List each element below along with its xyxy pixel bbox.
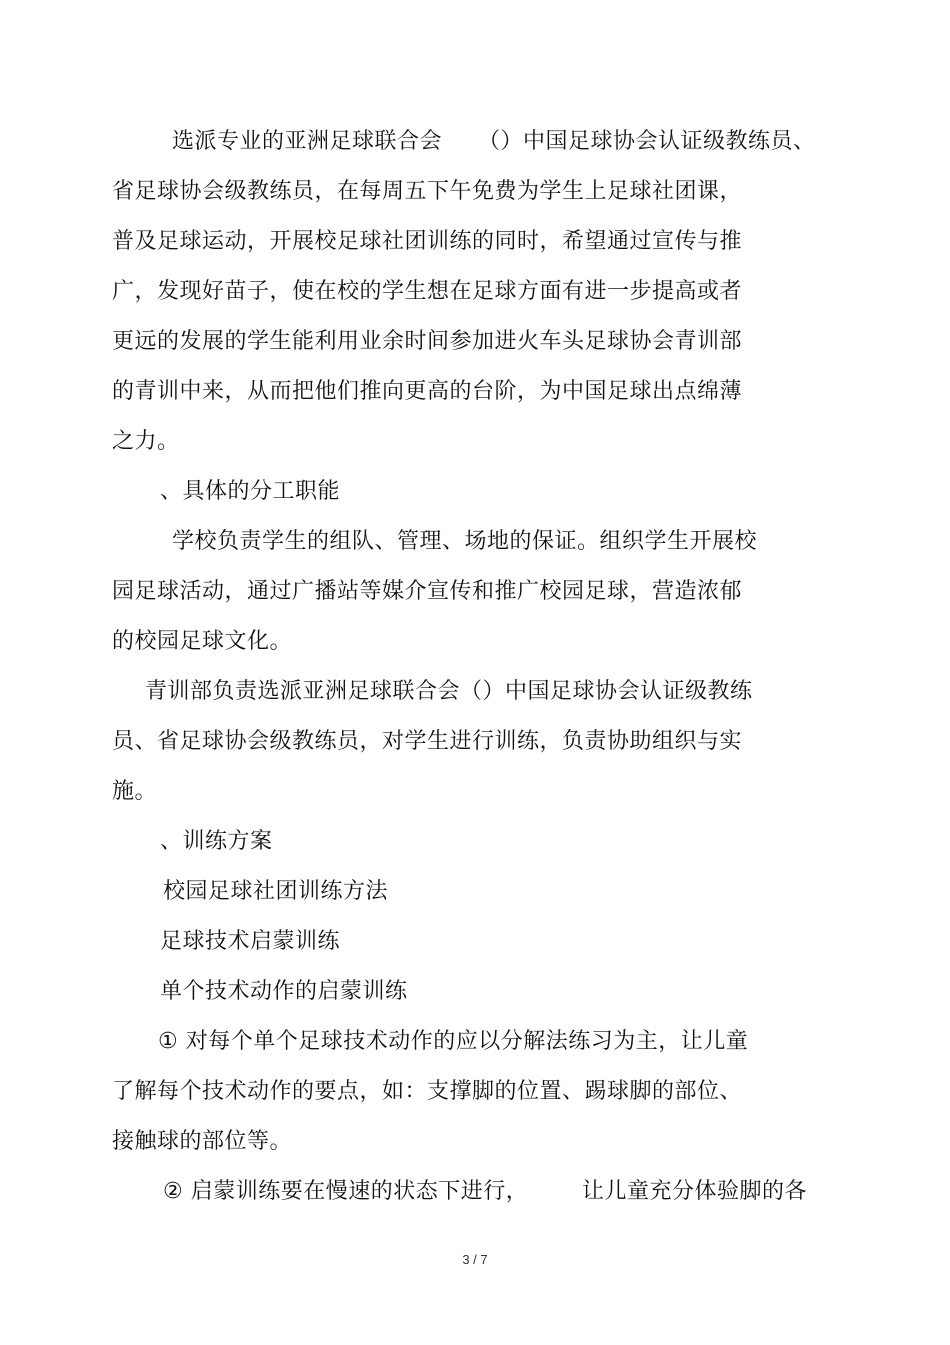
paragraph-1-line-7: 之力。	[112, 429, 180, 454]
subheading-enlightenment: 足球技术启蒙训练	[160, 929, 341, 954]
paragraph-1-line-6: 的青训中来，从而把他们推向更高的台阶，为中国足球出点绵薄	[112, 379, 743, 404]
paragraph-1-line-5: 更远的发展的学生能利用业余时间参加进火车头足球协会青训部	[112, 329, 743, 354]
item-1-line-3: 接触球的部位等。	[112, 1129, 293, 1154]
section-heading-training: 、训练方案	[160, 829, 273, 854]
paragraph-1-line-3: 普及足球运动，开展校足球社团训练的同时，希望通过宣传与推	[112, 229, 743, 254]
subheading-training-method: 校园足球社团训练方法	[163, 879, 389, 904]
paragraph-1-line-2: 省足球协会级教练员，在每周五下午免费为学生上足球社团课，	[112, 179, 743, 204]
subheading-single-technique: 单个技术动作的启蒙训练	[160, 979, 408, 1004]
item-1-line-2: 了解每个技术动作的要点，如：支撑脚的位置、踢球脚的部位、	[112, 1079, 743, 1104]
paragraph-2-line-3: 的校园足球文化。	[112, 629, 293, 654]
paragraph-1-line-4: 广，发现好苗子，使在校的学生想在足球方面有进一步提高或者	[112, 279, 743, 304]
page-number: 3 / 7	[462, 1252, 488, 1267]
paragraph-3-line-1: 青训部负责选派亚洲足球联合会（）中国足球协会认证级教练	[145, 679, 753, 704]
section-heading-division: 、具体的分工职能	[160, 479, 341, 504]
paragraph-1-line-1b: （）中国足球协会认证级教练员、	[478, 129, 816, 154]
paragraph-2-line-2: 园足球活动，通过广播站等媒介宣传和推广校园足球，营造浓郁	[112, 579, 743, 604]
item-2-line-1b: 让儿童充分体验脚的各	[582, 1179, 808, 1204]
paragraph-3-line-2: 员、省足球协会级教练员，对学生进行训练，负责协助组织与实	[112, 729, 743, 754]
item-1-line-1: ① 对每个单个足球技术动作的应以分解法练习为主，让儿童	[158, 1029, 749, 1054]
item-2-line-1a: ② 启蒙训练要在慢速的状态下进行，	[163, 1179, 529, 1204]
paragraph-1-line-1a: 选派专业的亚洲足球联合会	[172, 129, 443, 154]
paragraph-3-line-3: 施。	[112, 779, 158, 804]
paragraph-2-line-1: 学校负责学生的组队、管理、场地的保证。组织学生开展校	[172, 529, 758, 554]
